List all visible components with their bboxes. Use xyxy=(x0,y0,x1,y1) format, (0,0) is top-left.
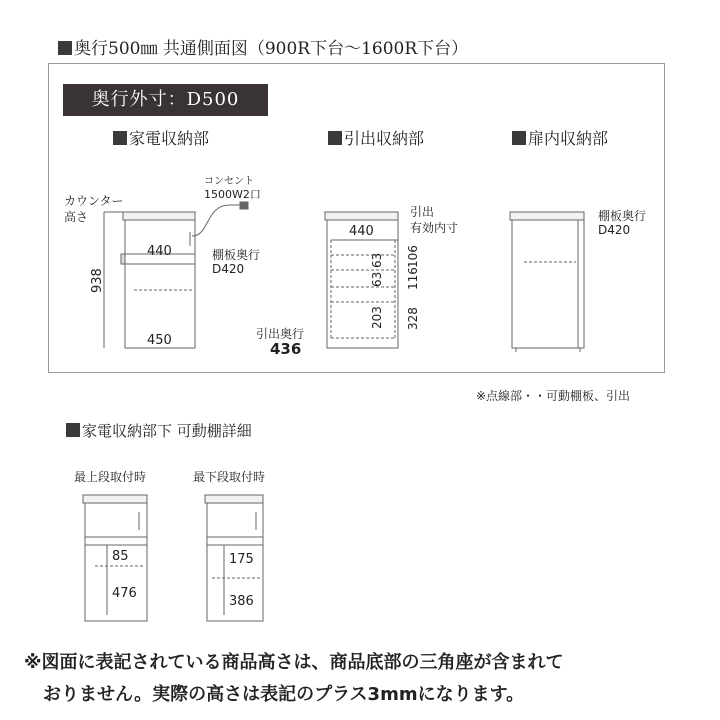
detail-right-upper: 175 xyxy=(229,552,254,567)
detail-left-lower: 476 xyxy=(112,586,137,601)
tobira-shelf-value: D420 xyxy=(598,223,631,237)
counter-height-label: カウンター xyxy=(64,194,124,208)
drawer-inner-2: 63 xyxy=(370,271,384,287)
detail-left-upper: 85 xyxy=(112,549,129,564)
footer-note-line-2: おりません。実際の高さは表記のプラス3mmになります。 xyxy=(43,684,525,705)
drawer-inner-1: 63 xyxy=(370,252,384,268)
kaden-bottom-width: 450 xyxy=(147,333,172,348)
shelf-depth-label: 棚板奥行 xyxy=(212,248,261,262)
outlet-label: コンセント xyxy=(204,176,254,187)
section-title-tobira: 扉内収納部 xyxy=(512,126,608,149)
section-title-hikidashi: 引出収納部 xyxy=(328,126,424,149)
drawer-depth-label: 引出奥行 xyxy=(256,327,305,341)
drawer-inner-label-2: 有効内寸 xyxy=(410,221,459,235)
detail-right-lower: 386 xyxy=(229,594,254,609)
square-bullet-icon xyxy=(66,423,80,437)
detail-left-label: 最上段取付時 xyxy=(74,470,147,484)
tobira-shelf-label: 棚板奥行 xyxy=(598,209,647,223)
depth-badge: 奥行外寸：D500 xyxy=(63,84,268,116)
outlet-capacity-label: 1500W2口 xyxy=(204,188,261,201)
drawer-height-2: 116 xyxy=(406,267,420,290)
shelf-depth-value: D420 xyxy=(212,262,245,276)
legend-note: ※点線部・・可動棚板、引出 xyxy=(476,389,631,403)
kaden-height-dimension: 938 xyxy=(90,268,105,293)
counter-height-label-2: 高さ xyxy=(64,210,89,224)
drawer-height-3: 328 xyxy=(406,307,420,330)
section-title-kaden: 家電収納部 xyxy=(113,126,209,149)
drawer-height-1: 106 xyxy=(406,245,420,268)
drawer-inner-3: 203 xyxy=(370,306,384,329)
drawer-inner-label: 引出 xyxy=(410,205,435,219)
drawer-depth-value: 436 xyxy=(270,340,302,358)
footer-note-line-1: ※図面に表記されている商品高さは、商品底部の三角座が含まれて xyxy=(24,652,564,673)
drawer-width: 440 xyxy=(349,224,374,239)
detail-right-label: 最下段取付時 xyxy=(193,470,266,484)
page-title: 奥行500㎜ 共通側面図（900R下台〜1600R下台） xyxy=(58,34,468,59)
kaden-top-width: 440 xyxy=(147,244,172,259)
detail-title: 家電収納部下 可動棚詳細 xyxy=(66,420,252,441)
